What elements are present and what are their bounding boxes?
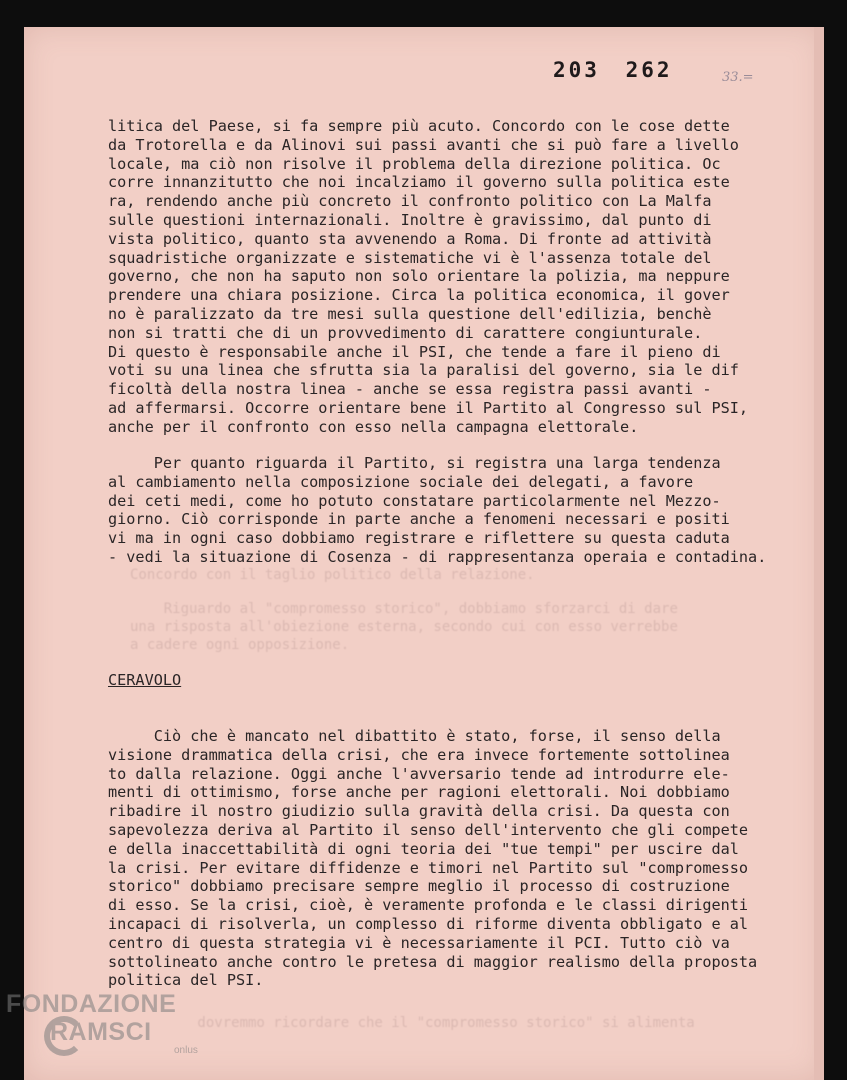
watermark-line: RAMSCI (50, 1018, 152, 1046)
gramsci-g-logo-icon (44, 1016, 84, 1056)
watermark-line: onlus (174, 1045, 198, 1056)
page-edge (814, 27, 824, 1080)
body-paragraph: Per quanto riguarda il Partito, si registra una larga tendenza al cambiamento nella composizione sociale dei delegati, a favore dei ceti medi, come ho potuto constatare particolarmente nel Mezzo- giorno. Ciò corrisponde in parte anche a fenomeni necessari e positi vi ma in ogni caso dobbiamo registrare e riflettere su questa caduta - vedi la situazione di Cosenza - di rappresentanza operaia e contadina. (108, 454, 767, 566)
speaker-heading: CERAVOLO (108, 671, 182, 689)
body-paragraph: litica del Paese, si fa sempre più acuto. Concordo con le cose dette da Trotorella e da Alinovi sui passi avanti che si può fare a livello locale, ma ciò non risolve il problema della direzione politica. Oc corre innanzitutto che noi incalziamo il governo sulla politica este ra, rendendo anche più concreto il confronto politico con La Malfa sulle questioni internazionali. Inoltre è gravissimo, dal punto di vista politico, quanto sta avvenendo a Roma. Di fronte ad attività squadristiche organizzate e sistematiche vi è l'assenza totale del governo, che non ha saputo non solo orientare la polizia, ma neppure prendere una chiara posizione. Circa la politica economica, il gover no è paralizzato da tre mesi sulla questione dell'edilizia, benchè non si tratti che di un provvedimento di carattere congiunturale. Di questo è responsabile anche il PSI, che tende a fare il pieno di voti su una linea che sfrutta sia la paralisi del governo, sia le dif ficoltà della nostra linea - anche se essa registra passi avanti - ad affermarsi. Occorre orientare bene il Partito al Congresso sul PSI, anche per il confronto con esso nella campagna elettorale. (108, 117, 749, 436)
show-through-text: Riguardo al "compromesso storico", dobbiamo sforzarci di dare una risposta all'obiezione esterna, secondo cui con esso verrebbe a cadere ogni opposizione. (130, 601, 678, 653)
show-through-text: dovremmo ricordare che il "compromesso storico" si alimenta (130, 1015, 695, 1031)
fondazione-gramsci-watermark (6, 990, 198, 1056)
watermark-line: FONDAZIONE (6, 990, 177, 1018)
page-number: 203 262 (553, 58, 673, 82)
handwritten-page-annotation: 33.= (722, 70, 754, 85)
show-through-text: Concordo con il taglio politico della relazione. (130, 567, 535, 583)
body-paragraph: Ciò che è mancato nel dibattito è stato, forse, il senso della visione drammatica della crisi, che era invece fortemente sottolinea to dalla relazione. Oggi anche l'avversario tende ad introdurre ele- menti di ottimismo, forse anche per ragioni elettorali. Noi dobbiamo ribadire il nostro giudizio sulla gravità della crisi. Da questa con sapevolezza deriva al Partito il senso dell'intervento che gli compete e della inaccettabilità di ogni teoria dei "tue tempi" per uscire dal la crisi. Per evitare diffidenze e timori nel Partito sul "compromesso storico" dobbiamo precisare sempre meglio il processo di costruzione di esso. Se la crisi, cioè, è veramente profonda e le classi dirigenti incapaci di risolverla, un complesso di riforme diventa obbligato e al centro di questa strategia vi è necessariamente il PCI. Tutto ciò va sottolineato anche contro le pretesa di maggior realismo della proposta politica del PSI. (108, 727, 758, 990)
